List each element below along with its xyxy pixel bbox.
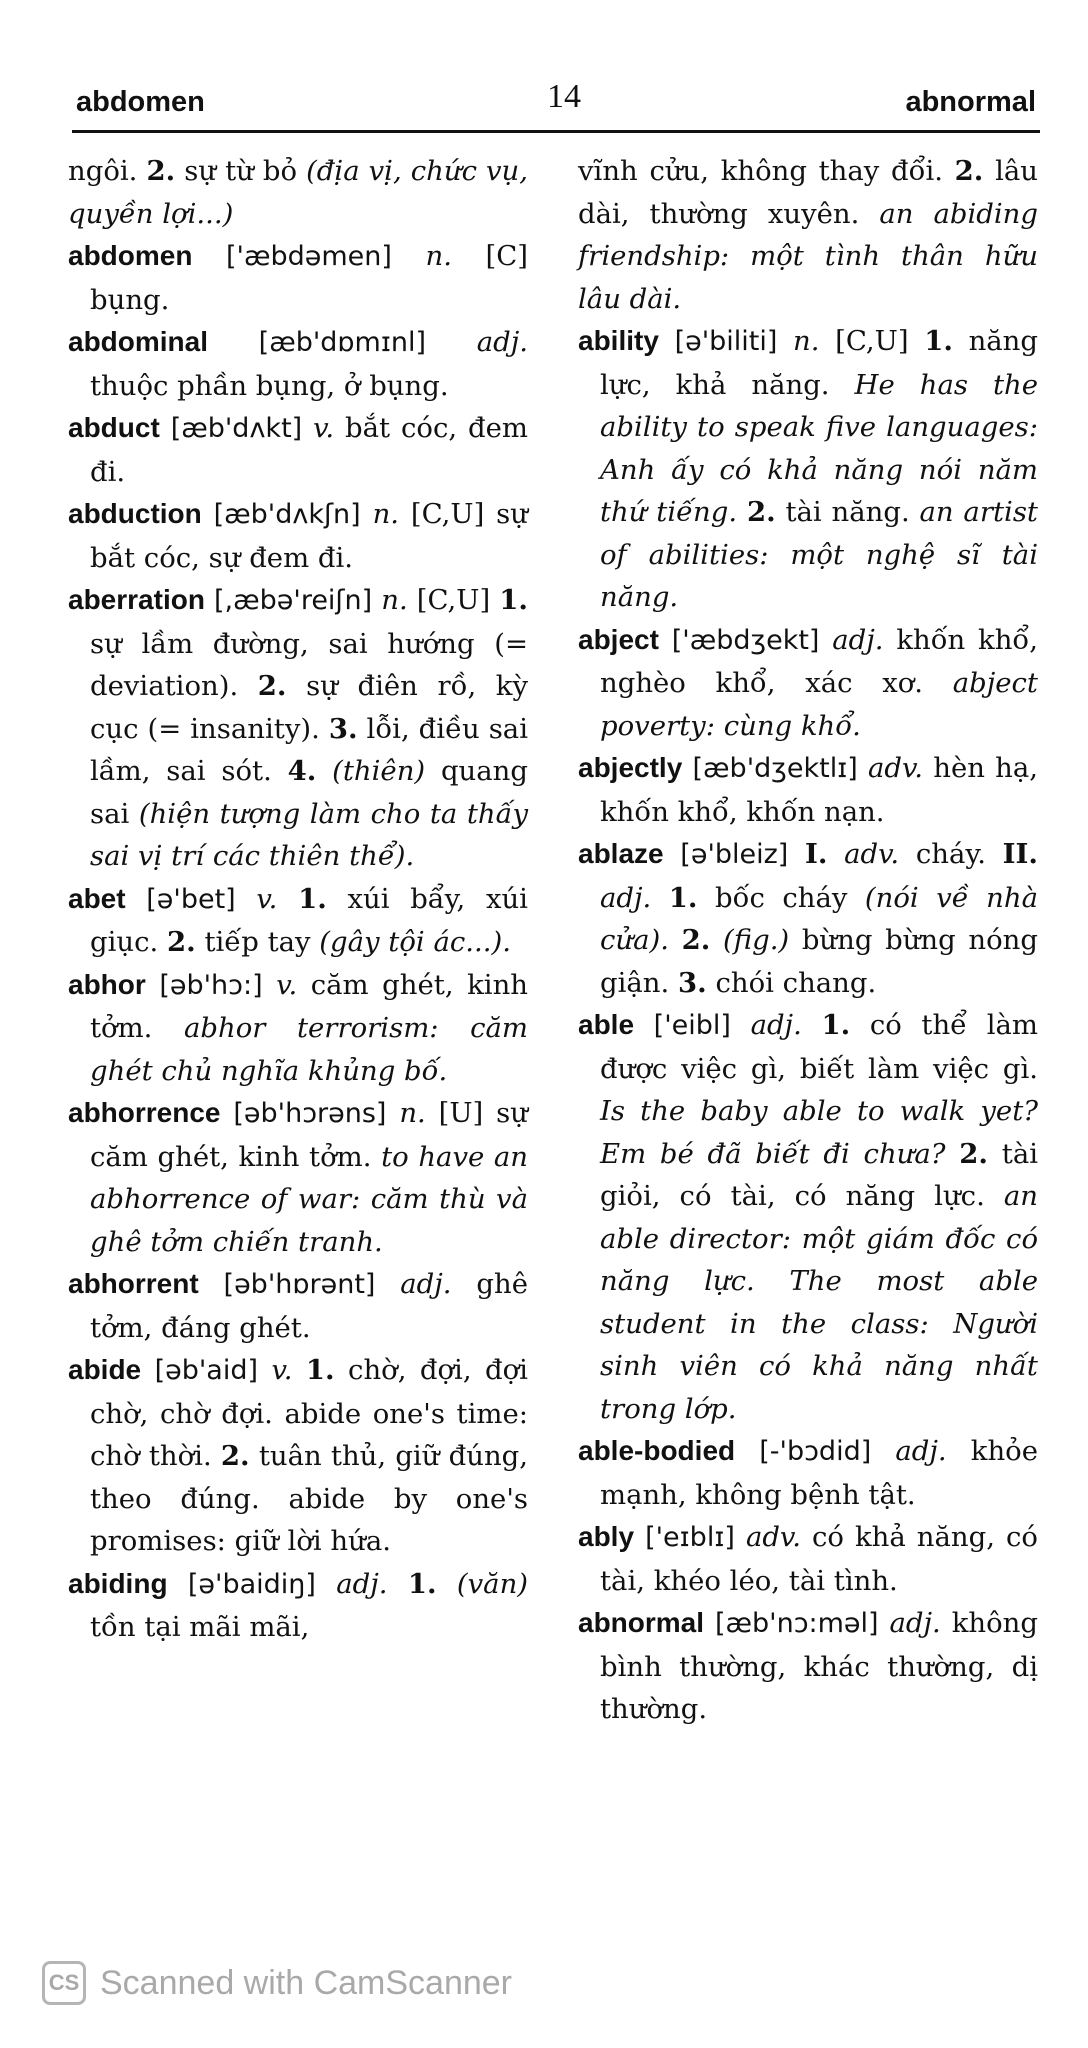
sense-number: 1. (924, 325, 953, 357)
sense-number: I. (805, 838, 828, 870)
dictionary-entry-cont2 (578, 150, 1038, 320)
definition-text (651, 882, 669, 914)
example-text: an able director: một giám đốc có năng lực. The most able student in the class: Người sinh viên có khả năng nhất trong lớp. (600, 1180, 1038, 1425)
pronunciation: ['æbdəmen] (226, 241, 392, 272)
definition-text (202, 498, 214, 530)
definition-text (316, 1568, 336, 1600)
right-column (578, 150, 1038, 1731)
headword: abjectly (578, 752, 683, 783)
sense-number: II. (1002, 838, 1038, 870)
definition-text (160, 412, 171, 444)
headword: able (578, 1009, 635, 1040)
dictionary-entry-able (578, 1004, 1038, 1430)
definition-text (292, 1354, 305, 1386)
definition-text: sự điên rồ, kỳ cục (= insanity). (90, 670, 528, 745)
definition-text: [U] sự căm ghét, kinh tởm. (90, 1097, 528, 1173)
part-of-speech: n. (381, 584, 408, 616)
sense-number: 2. (681, 924, 711, 956)
part-of-speech: n. (372, 498, 400, 530)
definition-text (682, 752, 692, 784)
definition-text: ghê tởm, đáng ghét. (90, 1268, 528, 1344)
definition-text (777, 325, 793, 357)
part-of-speech: adj. (476, 326, 528, 358)
definition-text (302, 412, 313, 444)
definition-text (879, 1607, 890, 1639)
example-text: (fig.) (723, 924, 790, 956)
headword: abduct (68, 412, 160, 443)
definition-text (704, 1607, 715, 1639)
example-text: (văn) (456, 1567, 529, 1600)
definition-text: tài giỏi, có tài, có năng lực. (600, 1137, 1039, 1212)
part-of-speech: adj. (600, 881, 652, 914)
sense-number: 1. (499, 584, 528, 616)
definition-text: thuộc phần bụng, ở bụng. (90, 369, 449, 402)
definition-text: tài năng. (775, 496, 920, 528)
definition-text: hèn hạ, khốn khổ, khốn nạn. (600, 752, 1039, 828)
dictionary-entry-abjectly (578, 747, 1038, 833)
header-rule (72, 130, 1040, 133)
dictionary-entry-abnormal (578, 1602, 1038, 1731)
sense-number: 1. (668, 881, 698, 914)
pronunciation: [æb'dɒmɪnl] (258, 327, 427, 358)
part-of-speech: n. (425, 240, 452, 272)
definition-text (858, 752, 868, 784)
definition-text (126, 883, 147, 915)
example-text: an artist of abilities: một nghệ sĩ tài năng. (600, 496, 1038, 613)
definition-text: tiếp tay (195, 926, 320, 958)
definition-text: tồn tại mãi mãi, (90, 1611, 310, 1643)
example-text: abject poverty: cùng khổ. (600, 667, 1038, 742)
definition-text (168, 1568, 188, 1600)
definition-text: không bình thường, khác thường, dị thường. (600, 1607, 1038, 1725)
pronunciation: ['eibl] (653, 1010, 731, 1041)
page-number: 14 (547, 78, 581, 115)
pronunciation: [əb'aid] (154, 1355, 259, 1386)
definition-text (634, 1521, 645, 1553)
definition-text (388, 1568, 408, 1600)
sense-number: 3. (678, 966, 707, 999)
definition-text (737, 496, 747, 528)
definition-text (221, 1097, 234, 1129)
headword: abnormal (578, 1607, 705, 1638)
pronunciation: ['eɪblɪ] (645, 1522, 735, 1553)
definition-text (827, 838, 844, 870)
definition-text: có thể làm được việc gì, biết làm việc gì. (600, 1009, 1038, 1085)
sense-number: 2. (746, 496, 776, 528)
example-text: He has the ability to speak five languages: Anh ấy có khả năng nói năm thứ tiếng. (600, 368, 1039, 528)
definition-text: cháy. (899, 838, 1003, 870)
definition-text (372, 584, 381, 616)
dictionary-entry-abdominal (68, 321, 528, 407)
dictionary-entry-abhorrence (68, 1092, 528, 1263)
sense-number: 3. (328, 712, 358, 745)
definition-text (802, 1009, 822, 1041)
pronunciation: ['æbdʒekt] (671, 624, 820, 656)
definition-text: sự từ bỏ (175, 155, 307, 187)
definition-text: lâu dài, thường xuyên. (578, 155, 1038, 230)
dictionary-entry-abject (578, 619, 1038, 748)
example-text: an abiding friendship: một tình thân hữu lâu dài. (578, 197, 1038, 315)
definition-text: lỗi, điều sai lầm, sai sót. (90, 712, 528, 787)
sense-number: 2. (257, 670, 287, 702)
dictionary-entry-abet (68, 878, 528, 964)
definition-text (208, 326, 259, 358)
part-of-speech: adj. (400, 1268, 452, 1300)
definition-text: bốc cháy (697, 881, 865, 914)
definition-text: khỏe mạnh, không bệnh tật. (600, 1435, 1039, 1511)
dictionary-entry-abide (68, 1349, 528, 1563)
definition-text (386, 1097, 399, 1129)
definition-text: vĩnh cửu, không thay đổi. (578, 155, 955, 187)
headword: ability (578, 325, 659, 356)
definition-text (871, 1435, 895, 1467)
definition-text (437, 1568, 457, 1600)
definition-text (664, 838, 681, 870)
definition-text: ngôi. (68, 155, 147, 187)
dictionary-entry-ablaze (578, 833, 1038, 1004)
definition-text (146, 969, 160, 1001)
definition-text (946, 1138, 960, 1170)
dictionary-entry-cont (68, 150, 528, 235)
definition-text: khốn khổ, nghèo khổ, xác xơ. (600, 623, 1038, 699)
headword: abiding (68, 1567, 168, 1599)
sense-number: 1. (407, 1567, 437, 1600)
definition-text (277, 883, 298, 915)
definition-text: [C,U] (819, 325, 925, 357)
definition-text (192, 240, 226, 272)
example-text: (gây tội ác...). (319, 926, 511, 958)
part-of-speech: adj. (895, 1435, 947, 1467)
definition-text (659, 624, 672, 656)
running-header (72, 78, 1040, 128)
pronunciation: [æb'dʌkt] (170, 413, 303, 444)
definition-text (634, 1009, 654, 1041)
pronunciation: [æb'nɔ:məl] (714, 1608, 879, 1639)
example-text: (địa vị, chức vụ, quyền lợi...) (68, 155, 528, 230)
pronunciation: [-'bɔdid] (759, 1436, 872, 1467)
dictionary-entry-abhorrent (68, 1263, 528, 1349)
headword: abdomen (68, 240, 193, 271)
sense-number: 2. (220, 1440, 250, 1472)
definition-text (710, 924, 723, 956)
example-text: to have an abhorrence of war: căm thù và ghê tởm chiến tranh. (90, 1140, 528, 1258)
definition-text: [C,U] (407, 584, 500, 616)
definition-text: tuân thủ, giữ đúng, theo đúng. abide by one's promises: giữ lời hứa. (90, 1440, 528, 1557)
definition-text: bừng bừng nóng giận. (600, 924, 1038, 999)
pronunciation: [əb'hɔrəns] (233, 1098, 387, 1129)
headword: abdominal (68, 326, 209, 357)
definition-text: chói chang. (706, 966, 877, 999)
example-text: (nói về nhà cửa). (600, 881, 1038, 956)
part-of-speech: n. (793, 325, 820, 357)
sense-number: 2. (146, 155, 176, 187)
headword: abhorrence (68, 1097, 221, 1128)
dictionary-entry-abiding (68, 1563, 528, 1649)
definition-text: xúi bẩy, xúi giục. (90, 882, 528, 958)
definition-text (199, 1268, 224, 1300)
dictionary-entry-ability (578, 320, 1038, 619)
headword: abhorrent (68, 1268, 199, 1299)
sense-number: 2. (167, 926, 196, 958)
sense-number: 1. (298, 882, 327, 915)
dictionary-entry-aberration (68, 579, 528, 878)
pronunciation: [æb'dʌkʃn] (213, 499, 361, 530)
headword: abide (68, 1354, 142, 1385)
headword: abhor (68, 968, 146, 1000)
camscanner-logo-icon: CS (42, 1961, 86, 2005)
definition-text (669, 924, 682, 956)
definition-text (375, 1268, 400, 1300)
pronunciation: [æb'dʒektlɪ] (692, 753, 858, 784)
definition-text (258, 1354, 271, 1386)
definition-text: bắt cóc, đem đi. (90, 412, 528, 488)
definition-text: căm ghét, kinh tởm. (90, 968, 528, 1044)
definition-text: [C,U] sự bắt cóc, sự đem đi. (90, 498, 528, 574)
pronunciation: [ə'baidiŋ] (187, 1568, 316, 1600)
headword: abet (68, 882, 126, 914)
headword: ablaze (578, 838, 664, 869)
headword: able-bodied (578, 1435, 736, 1466)
scanner-watermark (42, 1958, 512, 2008)
example-text: (thiên) (332, 755, 426, 787)
definition-text: có khả năng, có tài, khéo léo, tài tình. (600, 1521, 1038, 1597)
sense-number: 1. (305, 1354, 335, 1386)
part-of-speech: v. (276, 968, 298, 1001)
definition-text: quang sai (90, 755, 528, 830)
definition-text (426, 326, 477, 358)
definition-text: sự lầm đường, sai hướng (= deviation). (90, 627, 528, 702)
guide-word-left: abdomen (76, 86, 205, 118)
headword: abject (578, 623, 659, 655)
definition-text (392, 240, 426, 272)
watermark-text: Scanned with CamScanner (100, 1963, 513, 2002)
headword: abduction (68, 498, 202, 529)
dictionary-entry-able-bodied (578, 1430, 1038, 1516)
example-text: abhor terrorism: căm ghét chủ nghĩa khủng bố. (90, 1012, 528, 1087)
definition-text (659, 325, 675, 357)
headword: aberration (68, 584, 205, 615)
definition-text (236, 883, 257, 915)
part-of-speech: adj. (336, 1567, 388, 1600)
example-text: (hiện tượng làm cho ta thấy sai vị trí các thiên thể). (90, 797, 528, 872)
sense-number: 2. (959, 1137, 989, 1170)
definition-text: chờ, đợi, đợi chờ, chờ đợi. abide one's time: chờ thời. (90, 1354, 528, 1472)
pronunciation: [ə'biliti] (674, 326, 778, 357)
dictionary-entry-abhor (68, 964, 528, 1093)
dictionary-entry-abduction (68, 493, 528, 579)
definition-text: năng lực, khả năng. (600, 325, 1038, 401)
sense-number: 1. (821, 1009, 851, 1041)
pronunciation: [əb'hɔ:] (159, 969, 263, 1001)
dictionary-entry-ably (578, 1516, 1038, 1602)
guide-word-right: abnormal (905, 86, 1036, 118)
definition-text (316, 755, 332, 787)
part-of-speech: v. (271, 1354, 293, 1386)
dictionary-entry-abduct (68, 407, 528, 493)
part-of-speech: n. (399, 1097, 426, 1129)
part-of-speech: adj. (889, 1607, 941, 1639)
definition-text (731, 1009, 751, 1041)
headword: ably (578, 1521, 635, 1552)
part-of-speech: adj. (750, 1009, 802, 1041)
definition-text (735, 1521, 746, 1553)
definition-text: [C] bụng. (90, 240, 528, 316)
pronunciation: [,æbə'reiʃn] (214, 585, 373, 616)
definition-text (819, 624, 832, 656)
dictionary-entry-abdomen (68, 235, 528, 321)
part-of-speech: v. (313, 412, 335, 444)
example-text: Is the baby able to walk yet? Em bé đã biết đi chưa? (600, 1095, 1038, 1170)
definition-text (735, 1435, 759, 1467)
pronunciation: [ə'bet] (146, 883, 236, 915)
definition-text (361, 498, 373, 530)
pronunciation: [ə'bleiz] (680, 839, 789, 870)
pronunciation: [əb'hɒrənt] (223, 1269, 376, 1300)
sense-number: 2. (954, 155, 984, 187)
part-of-speech: adv. (844, 838, 900, 870)
left-column (68, 150, 528, 1649)
part-of-speech: v. (256, 882, 278, 915)
part-of-speech: adv. (745, 1521, 801, 1553)
definition-text (788, 838, 805, 870)
definition-text (141, 1354, 154, 1386)
sense-number: 4. (287, 755, 317, 787)
definition-text (263, 969, 277, 1001)
part-of-speech: adj. (832, 623, 884, 656)
definition-text (205, 584, 214, 616)
part-of-speech: adv. (868, 752, 924, 784)
